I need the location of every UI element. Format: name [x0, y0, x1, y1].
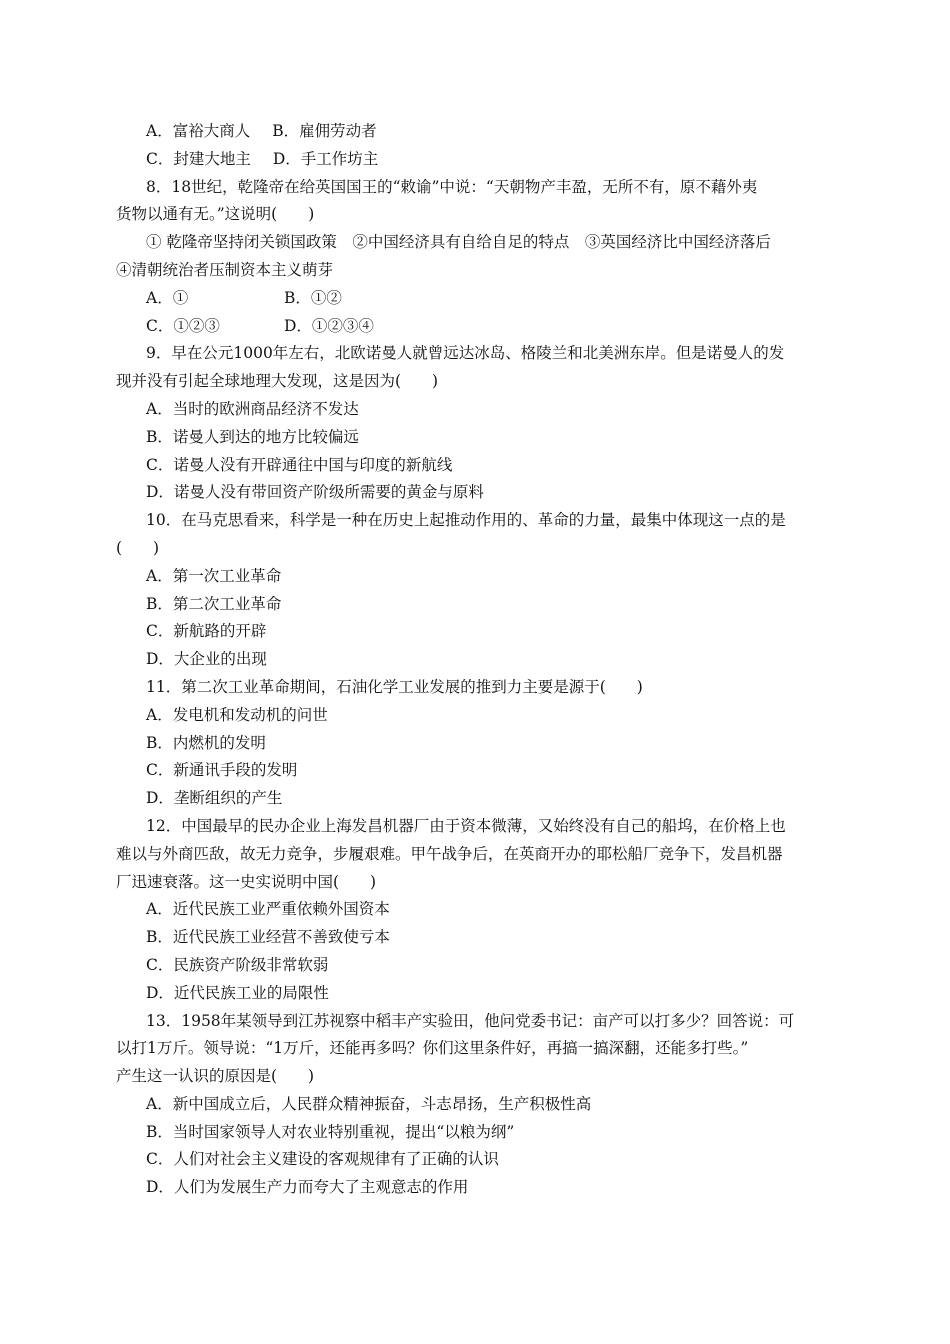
q8-stem-line-1: 8．18世纪，乾隆帝在给英国国王的“敕谕”中说：“天朝物产丰盈，无所不有，原不藉外夷: [146, 177, 758, 196]
q8-options-row-1: [116, 285, 836, 313]
q9-stem-line-1: 9．早在公元1000年左右，北欧诺曼人就曾远达冰岛、格陵兰和北美洲东岸。但是诺曼人的发: [146, 344, 785, 363]
q7-option-d: D．手工作坊主: [272, 149, 379, 168]
q12-option-b: B．近代民族工业经营不善致使亏本: [146, 928, 390, 947]
q13-stem-line-2: 以打1万斤。领导说：“1万斤，还能再多吗？你们这里条件好，再搞一搞深翻，还能多打些。”: [116, 1039, 749, 1058]
q9-option-a: A．当时的欧洲商品经济不发达: [146, 399, 359, 418]
q13-stem-line-3: 产生这一认识的原因是( ): [116, 1067, 315, 1086]
q7-option-c: C．封建大地主: [146, 149, 251, 168]
q13-option-b: B．当时国家领导人对农业特别重视，提出“以粮为纲”: [146, 1122, 515, 1141]
q9-stem-line-2: 现并没有引起全球地理大发现，这是因为( ): [116, 372, 439, 391]
q10-option-d: D．大企业的出现: [146, 650, 267, 669]
q8-option-a: A．①: [146, 288, 189, 307]
q13-stem-line-1: 13．1958年某领导到江苏视察中稻丰产实验田，他问党委书记：亩产可以打多少？回答说：可: [146, 1011, 795, 1030]
q8-option-b: B．①②: [284, 288, 342, 307]
q12-stem-line-2: 难以与外商匹敌，故无力竞争，步履艰难。甲午战争后，在英商开办的耶松船厂竞争下，发昌机器: [116, 844, 783, 863]
q11-stem-line-1: 11．第二次工业革命期间，石油化学工业发展的推到力主要是源于( ): [146, 677, 643, 696]
q13-option-d: D．人们为发展生产力而夸大了主观意志的作用: [146, 1178, 469, 1197]
q7-options-row-2: [116, 146, 836, 174]
q7-option-a: A．富裕大商人: [146, 122, 251, 140]
q11-option-c: C．新通讯手段的发明: [146, 761, 298, 780]
q8-option-d: D．①②③④: [284, 316, 374, 335]
q11-option-d: D．垄断组织的产生: [146, 789, 283, 808]
q8-items-line-2: ④清朝统治者压制资本主义萌芽: [116, 260, 334, 279]
q12-stem-line-1: 12．中国最早的民办企业上海发昌机器厂由于资本微薄，又始终没有自己的船坞，在价格上也: [146, 816, 786, 835]
q10-stem-line-1: 10．在马克思看来，科学是一种在历史上起推动作用的、革命的力量，最集中体现这一点的是: [146, 511, 786, 530]
q8-option-c: C．①②③: [146, 316, 220, 335]
q9-option-c: C．诺曼人没有开辟通往中国与印度的新航线: [146, 455, 453, 474]
q10-stem-line-2: ( ): [116, 538, 160, 557]
q10-option-b: B．第二次工业革命: [146, 594, 282, 613]
q10-option-a: A．第一次工业革命: [146, 566, 282, 585]
q9-option-d: D．诺曼人没有带回资产阶级所需要的黄金与原料: [146, 483, 484, 502]
q7-options-row-1: [116, 118, 836, 146]
q11-option-b: B．内燃机的发明: [146, 733, 266, 752]
q7-option-b: B．雇佣劳动者: [272, 122, 377, 140]
q8-stem-line-2: 货物以通有无。”这说明( ): [116, 205, 315, 224]
q12-option-d: D．近代民族工业的局限性: [146, 983, 329, 1002]
q13-option-c: C．人们对社会主义建设的客观规律有了正确的认识: [146, 1150, 499, 1169]
q12-option-a: A．近代民族工业严重依赖外国资本: [146, 900, 390, 919]
q8-options-row-2: [116, 313, 836, 341]
q13-option-a: A．新中国成立后，人民群众精神振奋，斗志昂扬，生产积极性高: [146, 1094, 592, 1113]
q10-option-c: C．新航路的开辟: [146, 622, 267, 641]
q11-option-a: A．发电机和发动机的问世: [146, 705, 328, 724]
q12-option-c: C．民族资产阶级非常软弱: [146, 955, 329, 974]
q9-option-b: B．诺曼人到达的地方比较偏远: [146, 427, 359, 446]
question-list: [116, 118, 836, 1202]
q12-stem-line-3: 厂迅速衰落。这一史实说明中国( ): [116, 872, 377, 891]
q8-items-line-1: ① 乾隆帝坚持闭关锁国政策 ②中国经济具有自给自足的特点 ③英国经济比中国经济落后: [146, 233, 771, 252]
